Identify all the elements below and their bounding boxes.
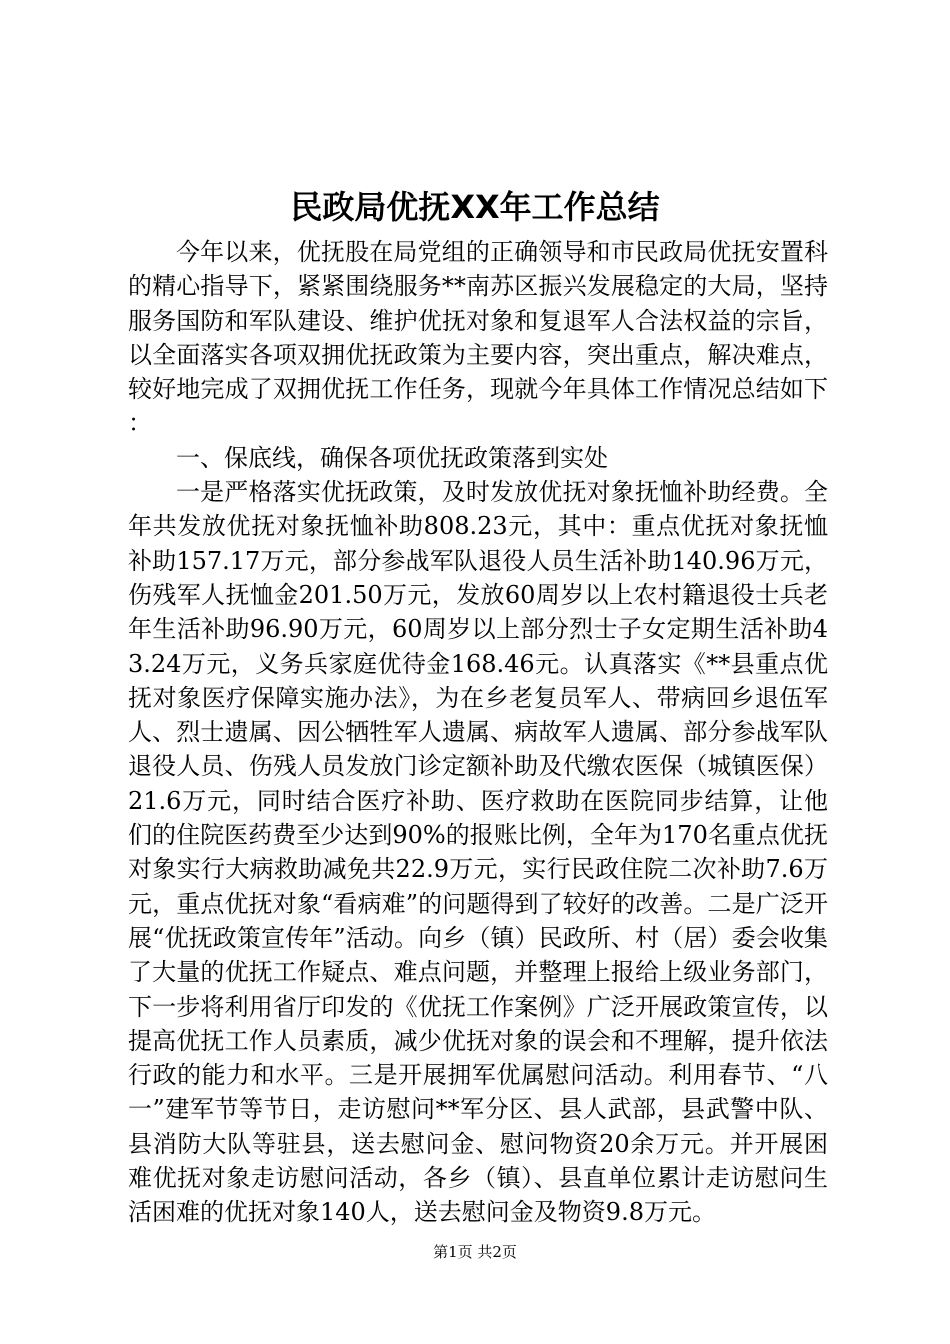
section-paragraph: 一是严格落实优抚政策，及时发放优抚对象抚恤补助经费。全年共发放优抚对象抚恤补助808.23元，其中：重点优抚对象抚恤补助157.17万元，部分参战军队退役人员生活补助140.96万元，伤残军人抚恤金201.50万元，发放60周岁以上农村籍退役士兵老年生活补助96.90万元，60周岁以上部分烈士子女定期生活补助43.24万元，义务兵家庭优待金168.46元。认真落实《**县重点优抚对象医疗保障实施办法》，为在乡老复员军人、带病回乡退伍军人、烈士遗属、因公牺牲军人遗属、病故军人遗属、部分参战军队退役人员、伤残人员发放门诊定额补助及代缴农医保（城镇医保）21.6万元，同时结合医疗补助、医疗救助在医院同步结算，让他们的住院医药费至少达到90%的报账比例，全年为170名重点优抚对象实行大病救助减免共22.9万元，实行民政住院二次补助7.6万元，重点优抚对象“看病难”的问题得到了较好的改善。二是广泛开展“优抚政策宣传年”活动。向乡（镇）民政所、村（居）委会收集了大量的优抚工作疑点、难点问题，并整理上报给上级业务部门，下一步将利用省厅印发的《优抚工作案例》广泛开展政策宣传，以提高优抚工作人员素质，减少优抚对象的误会和不理解，提升依法行政的能力和水平。三是开展拥军优属慰问活动。利用春节、“八一”建军节等节日，走访慰问**军分区、县人武部，县武警中队、县消防大队等驻县，送去慰问金、慰问物资20余万元。并开展困难优抚对象走访慰问活动，各乡（镇）、县直单位累计走访慰问生活困难的优抚对象140人，送去慰问金及物资9.8万元。 xyxy=(128,478,828,1227)
intro-paragraph: 今年以来，优抚股在局党组的正确领导和市民政局优抚安置科的精心指导下，紧紧围绕服务**南苏区振兴发展稳定的大局，坚持服务国防和军队建设、维护优抚对象和复退军人合法权益的宗旨，以全面落实各项双拥优抚政策为主要内容，突出重点，解决难点，较好地完成了双拥优抚工作任务，现就今年具体工作情况总结如下： xyxy=(128,238,828,438)
section-heading: 一、保底线，确保各项优抚政策落到实处 xyxy=(176,443,608,472)
document-title: 民政局优抚XX年工作总结 xyxy=(290,188,660,226)
document-body xyxy=(128,235,828,1230)
page-footer: 第1页 共2页 xyxy=(433,1243,517,1261)
